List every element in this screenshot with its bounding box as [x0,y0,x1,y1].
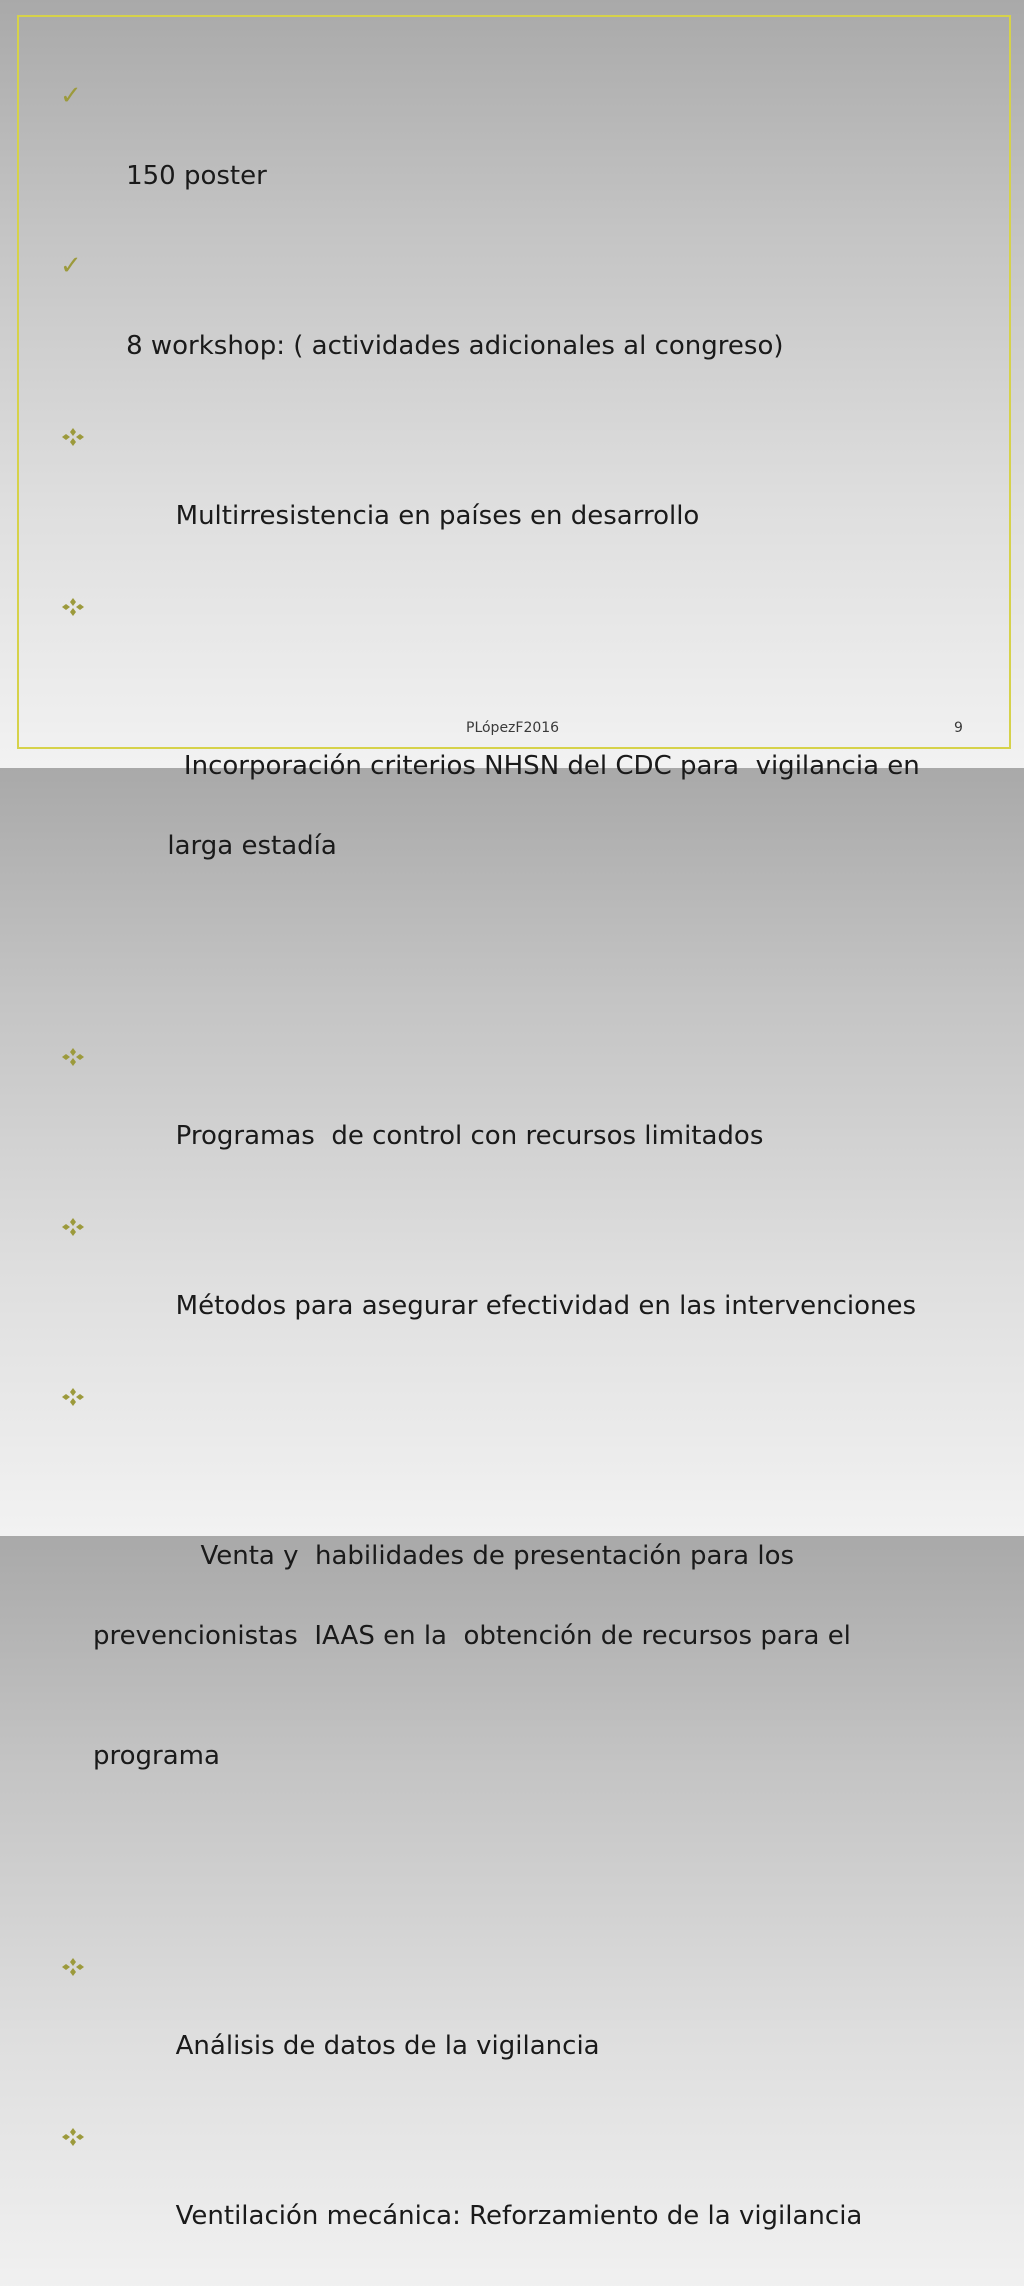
list-item-text: Venta y habilidades de presentación para los [142,1541,795,1571]
list-item [60,586,960,1026]
list-item [60,1206,960,1366]
list-item-text: Incorporación criterios NHSN del CDC para vigilancia en [142,751,920,781]
bullet-list [60,76,960,2286]
list-item-text: Análisis de datos de la vigilancia [126,2031,600,2061]
diamond-bullet-icon [60,1206,90,1246]
list-item [60,1036,960,1196]
diamond-bullet-icon [60,586,90,626]
footer-author: PLópezF2016 [466,720,560,736]
list-item-text: Ventilación mecánica: Reforzamiento de la vigilancia [126,2201,863,2231]
list-item [60,2116,960,2276]
list-item [60,1376,960,1936]
diamond-bullet-icon [60,2116,90,2156]
list-item [60,76,960,236]
list-item-text-continuation: larga estadía [93,831,337,861]
list-item [60,246,960,406]
list-item-text: 150 poster [126,161,267,191]
list-item [60,1946,960,2106]
list-item-text: Métodos para asegurar efectividad en las intervenciones [126,1291,917,1321]
diamond-bullet-icon [60,416,90,456]
diamond-bullet-icon [60,1946,90,1986]
diamond-bullet-icon [60,1036,90,1076]
list-item-text-continuation: programa [93,1741,220,1771]
list-item-text: Multirresistencia en países en desarrollo [126,501,700,531]
list-item-text: Programas de control con recursos limitados [126,1121,764,1151]
list-item [60,416,960,576]
page-number: 9 [954,720,963,736]
check-icon: ✓ [60,81,82,111]
check-icon: ✓ [60,251,82,281]
list-item-text: 8 workshop: ( actividades adicionales al congreso) [126,331,784,361]
diamond-bullet-icon [60,1376,90,1416]
list-item-text-continuation: prevencionistas IAAS en la obtención de recursos para el [93,1621,851,1651]
